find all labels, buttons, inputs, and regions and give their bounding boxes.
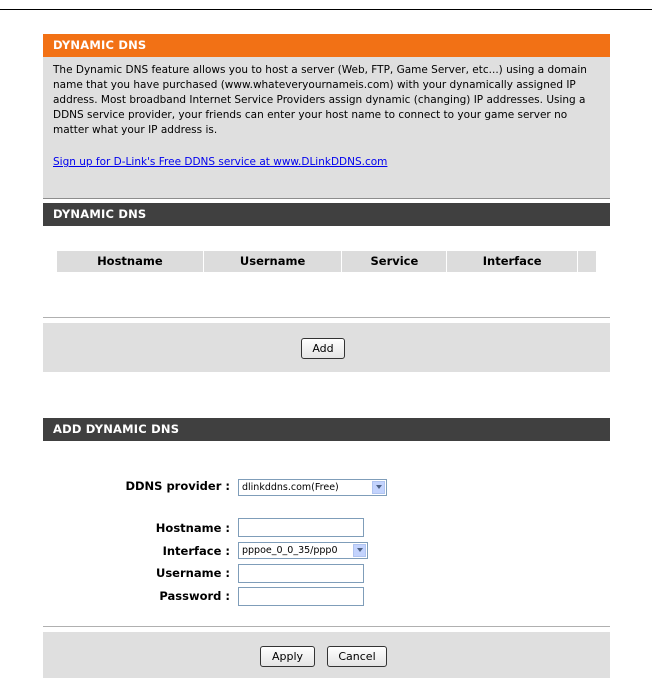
column-hostname: Hostname xyxy=(57,251,204,272)
interface-select[interactable] xyxy=(238,542,368,559)
interface-label: Interface : xyxy=(162,544,230,558)
hostname-label: Hostname : xyxy=(155,521,230,535)
cancel-button[interactable]: Cancel xyxy=(327,646,387,667)
top-divider xyxy=(0,9,652,10)
ddns-table-header xyxy=(57,251,596,272)
column-service: Service xyxy=(342,251,447,272)
ddns-provider-select[interactable] xyxy=(238,479,387,496)
column-interface: Interface xyxy=(447,251,578,272)
intro-description: The Dynamic DNS feature allows you to host a server (Web, FTP, Game Server, etc...) using a domain name that you have purchased (www.whateveryournameis.com) with your dynamically assigned IP address. Most broadband Internet Service Providers assign dynamic (changing) IP addresses. Using a DDNS service provider, your friends can enter your host name to connect to your game server no matter what your IP address is. xyxy=(53,64,587,136)
hostname-input[interactable] xyxy=(238,518,364,537)
ddns-table-panel xyxy=(43,203,610,318)
add-ddns-panel xyxy=(43,418,610,678)
intro-panel xyxy=(43,34,610,199)
column-extra xyxy=(578,251,596,272)
add-ddns-form xyxy=(43,441,610,627)
ddns-table-title: DYNAMIC DNS xyxy=(43,203,610,226)
password-label: Password : xyxy=(159,589,230,603)
ddns-button-bar xyxy=(43,323,610,372)
ddns-signup-link[interactable]: Sign up for D-Link's Free DDNS service at www.DLinkDDNS.com xyxy=(53,156,388,168)
chevron-down-icon[interactable] xyxy=(353,544,366,557)
intro-title: DYNAMIC DNS xyxy=(43,34,610,57)
ddns-provider-value: dlinkddns.com(Free) xyxy=(242,482,339,493)
add-ddns-button-bar xyxy=(43,632,610,678)
ddns-provider-label: DDNS provider : xyxy=(125,479,230,493)
apply-button[interactable]: Apply xyxy=(260,646,315,667)
add-button[interactable]: Add xyxy=(301,338,345,359)
add-ddns-title: ADD DYNAMIC DNS xyxy=(43,418,610,441)
interface-value: pppoe_0_0_35/ppp0 xyxy=(242,545,338,556)
username-label: Username : xyxy=(156,566,230,580)
column-username: Username xyxy=(204,251,343,272)
username-input[interactable] xyxy=(238,564,364,583)
chevron-down-icon[interactable] xyxy=(372,481,385,494)
password-input[interactable] xyxy=(238,587,364,606)
